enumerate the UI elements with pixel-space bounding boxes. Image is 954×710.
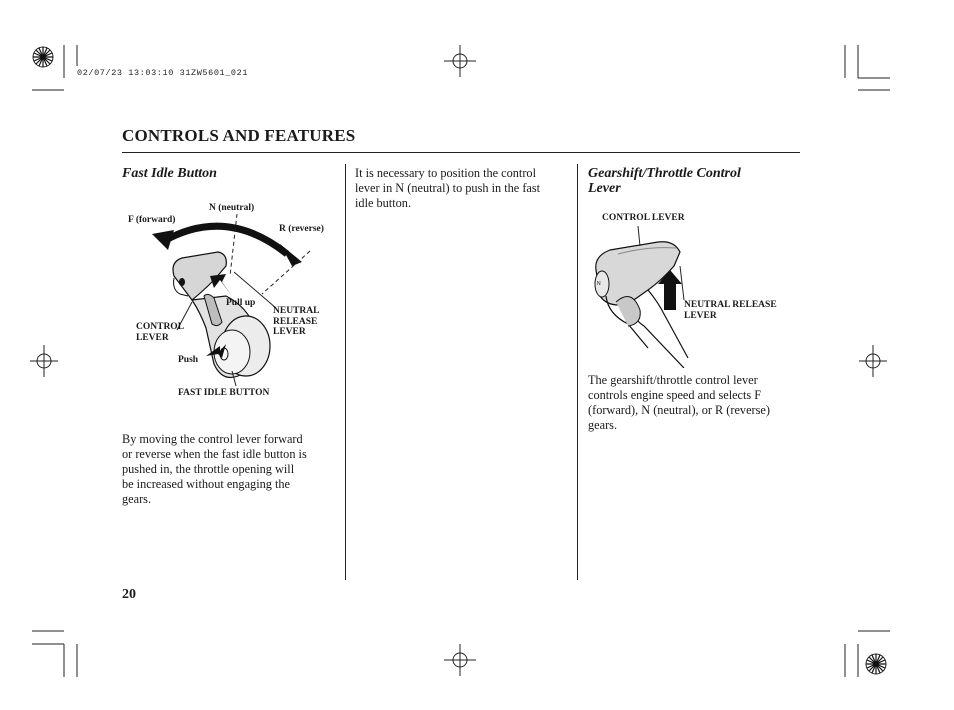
page-number: 20 — [122, 587, 136, 602]
gearshift-figure — [588, 218, 798, 368]
label-f-forward: F (forward) — [128, 215, 176, 225]
label-fast-idle-button: FAST IDLE BUTTON — [178, 388, 270, 398]
gearshift-heading: Gearshift/Throttle Control Lever — [588, 166, 741, 196]
gearshift-paragraph: The gearshift/throttle control lever controls engine speed and selects F (forward), N (neutral), or R (reverse) gears. — [588, 373, 770, 432]
label-neutral-release-lever: NEUTRAL RELEASE LEVER — [273, 306, 320, 337]
section-title: CONTROLS AND FEATURES — [122, 126, 356, 145]
label-n-neutral: N (neutral) — [209, 203, 255, 213]
label-control-lever: CONTROL LEVER — [136, 322, 185, 343]
label-push: Push — [178, 355, 199, 365]
label-neutral-release-lever-right: NEUTRAL RELEASE LEVER — [684, 300, 777, 321]
label-pull-up: Pull up — [226, 298, 256, 308]
neutral-note-paragraph: It is necessary to position the control lever in N (neutral) to push in the fast idle button. — [355, 166, 541, 210]
label-control-lever-right: CONTROL LEVER — [602, 213, 685, 223]
print-info-line: 02/07/23 13:03:10 31ZW5601_021 — [77, 68, 249, 78]
label-r-reverse: R (reverse) — [279, 224, 324, 234]
fast-idle-paragraph: By moving the control lever forward or reverse when the fast idle button is pushed in, the throttle opening will be increased without engaging the gears. — [122, 432, 307, 506]
svg-text:N: N — [597, 281, 601, 287]
title-rule — [122, 152, 800, 153]
column-divider — [345, 164, 346, 580]
fast-idle-heading: Fast Idle Button — [122, 166, 217, 181]
column-divider — [577, 164, 578, 580]
